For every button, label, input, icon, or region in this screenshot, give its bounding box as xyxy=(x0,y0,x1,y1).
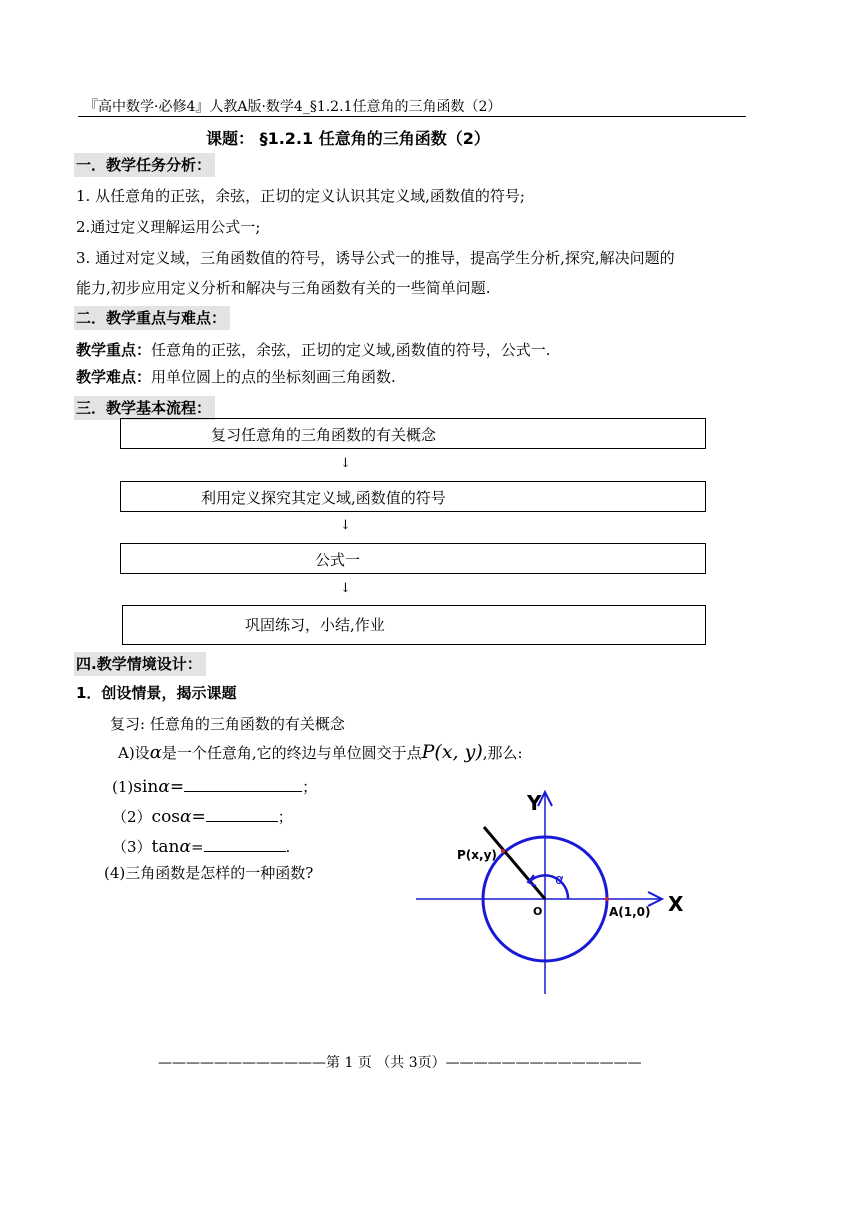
point-p-label: P(x,y) xyxy=(457,848,497,862)
definition-line xyxy=(118,741,523,763)
answer-blank-3[interactable] xyxy=(204,837,286,852)
semicolon: ； xyxy=(277,808,293,826)
alpha-symbol: α xyxy=(158,777,170,797)
lesson-title: 课题： §1.2.1 任意角的三角函数（2） xyxy=(206,129,490,148)
equals-sign: = xyxy=(190,838,204,856)
flow-box-1 xyxy=(120,418,706,449)
question-1-number: (1) xyxy=(112,778,134,796)
definition-suffix: ,那么: xyxy=(482,744,523,762)
alpha-symbol: α xyxy=(149,742,162,763)
key-point-text: 任意角的正弦，余弦，正切的定义域,函数值的符号，公式一. xyxy=(151,341,551,359)
difficult-point-text: 用单位圆上的点的坐标刻画三角函数. xyxy=(151,368,396,386)
point-a-label: A(1,0) xyxy=(609,905,651,919)
tan-label: tan xyxy=(151,837,180,857)
question-4: (4)三角函数是怎样的一种函数? xyxy=(104,864,314,882)
section-3-heading: 三．教学基本流程： xyxy=(74,396,215,420)
definition-mid: 是一个任意角,它的终边与单位圆交于点 xyxy=(161,744,422,762)
x-axis-label: X xyxy=(668,892,684,916)
alpha-symbol: α xyxy=(179,837,191,857)
review-line: 复习: 任意角的三角函数的有关概念 xyxy=(110,715,345,733)
section-1-heading: 一．教学任务分析： xyxy=(74,153,215,177)
equals-sign: = xyxy=(191,807,206,827)
question-2-number: （2） xyxy=(112,808,152,826)
point-p: P(x, y) xyxy=(421,741,483,763)
flow-arrow-1: ↓ xyxy=(340,456,351,471)
period: . xyxy=(285,838,291,856)
definition-prefix: A)设 xyxy=(118,744,150,762)
difficult-point-label: 教学难点： xyxy=(76,368,152,386)
page-header: 『高中数学·必修4』人教A版·数学4_§1.2.1任意角的三角函数（2） xyxy=(84,99,502,115)
equals-sign: = xyxy=(169,777,185,797)
question-1 xyxy=(112,776,317,797)
section-4-heading: 四.教学情境设计： xyxy=(74,652,206,676)
task-item-1: 1. 从任意角的正弦，余弦，正切的定义认识其定义域,函数值的符号; xyxy=(76,187,525,205)
angle-label: α xyxy=(555,872,565,888)
flow-box-4-text: 巩固练习，小结,作业 xyxy=(245,616,385,634)
flow-box-3 xyxy=(120,543,706,574)
origin-label: O xyxy=(533,905,543,918)
task-item-3-line-1: 3. 通过对定义域，三角函数值的符号，诱导公式一的推导，提高学生分析,探究,解决问题的 xyxy=(76,249,675,267)
answer-blank-2[interactable] xyxy=(206,807,278,822)
key-point-label: 教学重点： xyxy=(76,341,152,359)
flow-box-3-text: 公式一 xyxy=(315,551,361,569)
subsection-1-heading: 1．创设情景，揭示课题 xyxy=(76,684,237,702)
difficult-point xyxy=(76,366,396,387)
task-item-2: 2.通过定义理解运用公式一; xyxy=(76,218,261,236)
semicolon: ； xyxy=(302,778,318,796)
point-a-marker xyxy=(605,897,609,901)
task-item-3-line-2: 能力,初步应用定义分析和解决与三角函数有关的一些简单问题. xyxy=(76,279,491,297)
point-p-marker xyxy=(501,849,505,853)
flow-arrow-2: ↓ xyxy=(340,518,351,533)
flow-arrow-3: ↓ xyxy=(340,581,351,596)
flow-box-1-text: 复习任意角的三角函数的有关概念 xyxy=(211,426,437,444)
sin-label: sin xyxy=(133,777,159,797)
alpha-symbol: α xyxy=(180,807,192,827)
header-rule xyxy=(78,116,746,117)
key-point xyxy=(76,339,551,360)
flow-box-4 xyxy=(122,605,706,645)
question-2 xyxy=(112,806,293,827)
page-footer: ————————————第 1 页 （共 3页）—————————————— xyxy=(158,1055,642,1071)
question-3-number: （3） xyxy=(112,838,152,856)
y-axis-label: Y xyxy=(527,791,542,815)
flow-box-2 xyxy=(120,481,706,512)
answer-blank-1[interactable] xyxy=(184,777,302,792)
question-3 xyxy=(112,836,290,857)
section-2-heading: 二．教学重点与难点： xyxy=(74,306,230,330)
flow-box-2-text: 利用定义探究其定义域,函数值的符号 xyxy=(201,489,446,507)
cos-label: cos xyxy=(151,807,181,827)
unit-circle-diagram xyxy=(400,780,710,1010)
